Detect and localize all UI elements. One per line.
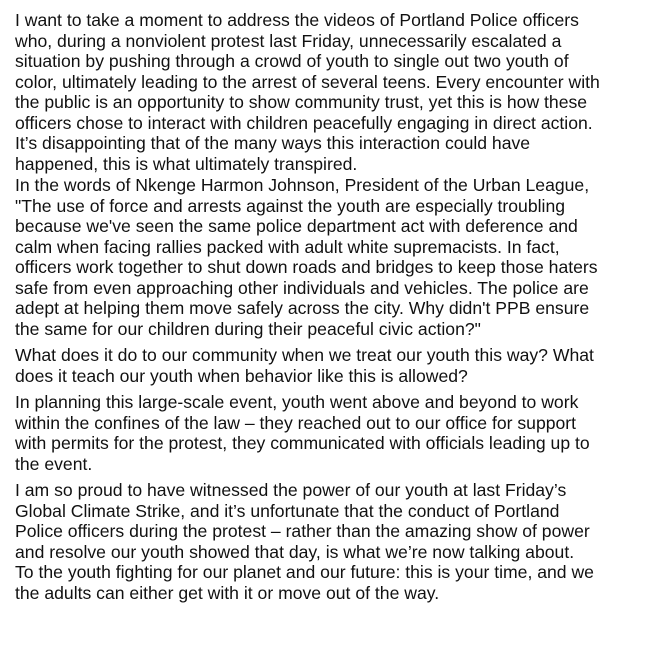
text-line: Global Climate Strike, and it’s unfortunate that the conduct of Portland [15,500,560,521]
text-line: situation by pushing through a crowd of youth to single out two youth of [15,51,569,71]
paragraph-5 [15,480,640,603]
text-line: I want to take a moment to address the videos of Portland Police officers [15,10,579,30]
text-line: calm when facing rallies packed with adult white supremacists. In fact, [15,236,560,257]
paragraph-4 [15,392,640,474]
text-line: To the youth fighting for our planet and our future: this is your time, and we [15,562,594,582]
text-line: with permits for the protest, they communicated with officials leading up to [15,433,590,453]
text-line: does it teach our youth when behavior like this is allowed? [15,365,468,386]
text-line: "The use of force and arrests against the youth are especially troubling [15,195,566,216]
text-line: color, ultimately leading to the arrest of several teens. Every encounter with [15,71,600,92]
text-line: within the confines of the law – they reached out to our office for support [15,412,577,433]
text-line: In planning this large-scale event, youth went above and beyond to work [15,392,579,412]
text-line: the public is an opportunity to show community trust, yet this is how these [15,92,588,112]
text-line: adept at helping them move safely across the city. Why didn't PPB ensure [15,298,590,318]
text-line: because we've seen the same police department act with deference and [15,216,578,236]
text-line: officers chose to interact with children peacefully engaging in direct action. [15,112,593,133]
text-line: safe from even approaching other individuals and vehicles. The police are [15,277,589,298]
paragraph-3 [15,345,640,386]
text-line: It’s disappointing that of the many ways this interaction could have [15,133,531,153]
text-line: I am so proud to have witnessed the power of our youth at last Friday’s [15,480,567,500]
statement-document [15,10,640,609]
text-line: who, during a nonviolent protest last Friday, unnecessarily escalated a [15,30,562,51]
text-line: officers work together to shut down roads and bridges to keep those haters [15,257,598,277]
text-line: the event. [15,453,93,474]
text-line: In the words of Nkenge Harmon Johnson, President of the Urban League, [15,175,590,195]
text-line: the same for our children during their peaceful civic action?" [15,318,481,339]
text-line: What does it do to our community when we treat our youth this way? What [15,345,594,365]
text-line: Police officers during the protest – rather than the amazing show of power [15,521,590,541]
paragraph-1 [15,10,640,174]
text-line: happened, this is what ultimately transpired. [15,153,358,174]
text-line: the adults can either get with it or move out of the way. [15,582,440,603]
text-line: and resolve our youth showed that day, is what we’re now talking about. [15,541,575,562]
paragraph-2-quote [15,175,640,339]
